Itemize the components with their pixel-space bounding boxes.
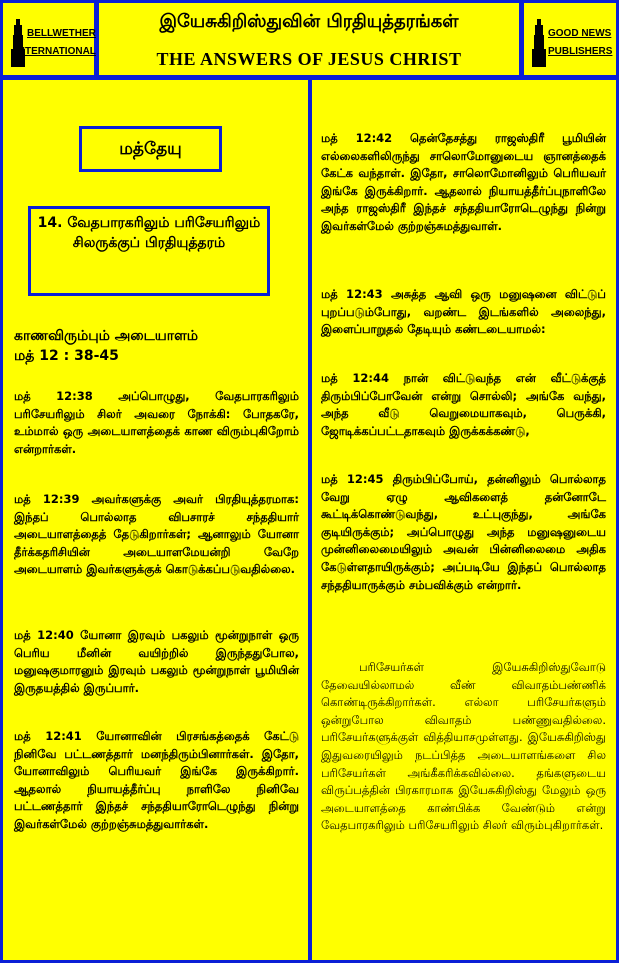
- verse-12-38: மத் 12:38 அப்பொழுது, வேதபாரகரிலும் பரிசேயரிலும் சிலர் அவரை நோக்கி: போதகரே, உம்மால் ஒரு அடையாளத்தைக் காண விரும்புகிறோம் என்றார்கள்.: [14, 389, 299, 456]
- english-title: THE ANSWERS OF JESUS CHRIST: [156, 49, 462, 69]
- verse-12-41: மத் 12:41 யோனாவின் பிரசங்கத்தைக் கேட்டு நினிவே பட்டணத்தார் மனந்திரும்பினார்கள். இதோ, யோனாவிலும் பெரியவர் இங்கே இருக்கிறார். ஆதலால் நியாயத்தீர்ப்பு நாளிலே நினிவே பட்டணத்தார் இந்தச் சந்ததியாரோடெழுந்து நின்று இவர்கள்மேல் குற்றஞ்சுமத்துவார்கள்.: [14, 729, 299, 831]
- header-right-logo-panel: [521, 0, 619, 78]
- tamil-title: இயேசுகிறிஸ்துவின் பிரதியுத்தரங்கள்: [159, 11, 459, 32]
- logo-line-2: PUBLISHERS: [548, 46, 613, 57]
- verse-12-39: மத் 12:39 அவர்களுக்கு அவர் பிரதியுத்தரமாக: இந்தப் பொல்லாத விபசாரச் சந்ததியார் அடையாளத்தைத் தேடுகிறார்கள்; ஆனாலும் யோனா தீர்க்கதரிசியின் அடையாளமேயன்றி வேறே அடையாளம் இவர்களுக்குக் கொடுக்கப்படுவதில்லை.: [14, 492, 299, 577]
- verse-12-40: மத் 12:40 யோனா இரவும் பகலும் மூன்றுநாள் ஒரு பெரிய மீனின் வயிற்றில் இருந்ததுபோல, மனுஷகுமாரனும் இரவும் பகலும் மூன்றுநாள் பூமியின் இருதயத்தில் இருப்பார்.: [14, 628, 299, 695]
- sign-title: காணவிரும்பும் அடையாளம்: [14, 328, 198, 344]
- verse-12-45: மத் 12:45 திரும்பிப்போய், தன்னிலும் பொல்லாத வேறு ஏழு ஆவிகளைத் தன்னோடே கூட்டிக்கொண்டுவந்து, உட்புகுந்து, அங்கே குடியிருக்கும்; அப்பொழுது அந்த மனுஷனுடைய முன்னிலைமையிலும் அவன் பின்னிலைமை அதிக கேடுள்ளதாயிருக்கும்; அப்படியே இந்தப் பொல்லாத சந்ததியாருக்கும் சம்பவிக்கும் என்றார்.: [321, 472, 606, 592]
- book-title-box: மத்தேயு: [79, 126, 222, 172]
- tower-icon: [532, 19, 546, 67]
- section-heading-box: 14. வேதபாரகரிலும் பரிசேயரிலும் சிலருக்குப் பிரதியுத்தரம்: [28, 206, 270, 296]
- header-left-logo-panel: [0, 0, 97, 78]
- good-news-logo: [532, 15, 614, 67]
- tower-icon: [11, 19, 25, 67]
- sign-heading: [14, 326, 294, 366]
- verse-12-42: மத் 12:42 தென்தேசத்து ராஜஸ்திரீ பூமியின் எல்லைகளிலிருந்து சாலொமோனுடைய ஞானத்தைக் கேட்க வந்தாள். இதோ, சாலொமோனிலும் பெரியவர் இங்கே இருக்கிறார். ஆதலால் நியாயத்தீர்ப்புநாளிலே அந்த ராஜஸ்திரீ இந்தச் சந்ததியாரோடெழுந்து நின்று இவர்கள்மேல் குற்றஞ்சுமத்துவாள்.: [321, 131, 606, 233]
- logo-line-1: BELLWETHER: [27, 28, 96, 39]
- logo-line-2: INTERNATIONAL: [15, 46, 96, 57]
- bellwether-logo: [11, 15, 96, 67]
- logo-line-1: GOOD NEWS: [548, 28, 612, 39]
- verse-12-44: மத் 12:44 நான் விட்டுவந்த என் வீட்டுக்குத் திரும்பிப்போவேன் என்று சொல்லி; அங்கே வந்து, அந்த வீடு வெறுமையாகவும், பெருக்கி, ஜோடிக்கப்பட்டதாகவும் இருக்கக்கண்டு,: [321, 371, 606, 438]
- sign-reference: மத் 12 : 38-45: [14, 348, 119, 364]
- commentary-paragraph: பரிசேயர்கள் இயேசுகிறிஸ்துவோடு தேவையில்லாமல் வீண் விவாதம்பண்ணிக் கொண்டிருக்கிறார்கள். எல்லா பரிசேயர்களும் ஒன்றுபோல விவாதம் பண்ணுவதில்லை. பரிசேயர்களுக்குள் வித்தியாசமுள்ளது. இயேசுகிறிஸ்து இதுவரையிலும் நடப்பித்த அடையாளங்களை சில பரிசேயர்கள் அங்கீகரிக்கவில்லை. தங்களுடைய விருப்பத்தின் பிரகாரமாக இயேசுகிறிஸ்து மேலும் ஒரு அடையாளத்தை காண்பிக்க வேண்டும் என்று வேதபாரகரிலும் பரிசேயரிலும் சிலர் விரும்புகிறார்கள்.: [321, 660, 606, 833]
- header-title-panel: [96, 0, 522, 78]
- verse-12-43: மத் 12:43 அசுத்த ஆவி ஒரு மனுஷனை விட்டுப் புறப்படும்போது, வறண்ட இடங்களில் அலைந்து, இளைப்பாறுதல் தேடியும் கண்டடையாமல்:: [321, 287, 606, 337]
